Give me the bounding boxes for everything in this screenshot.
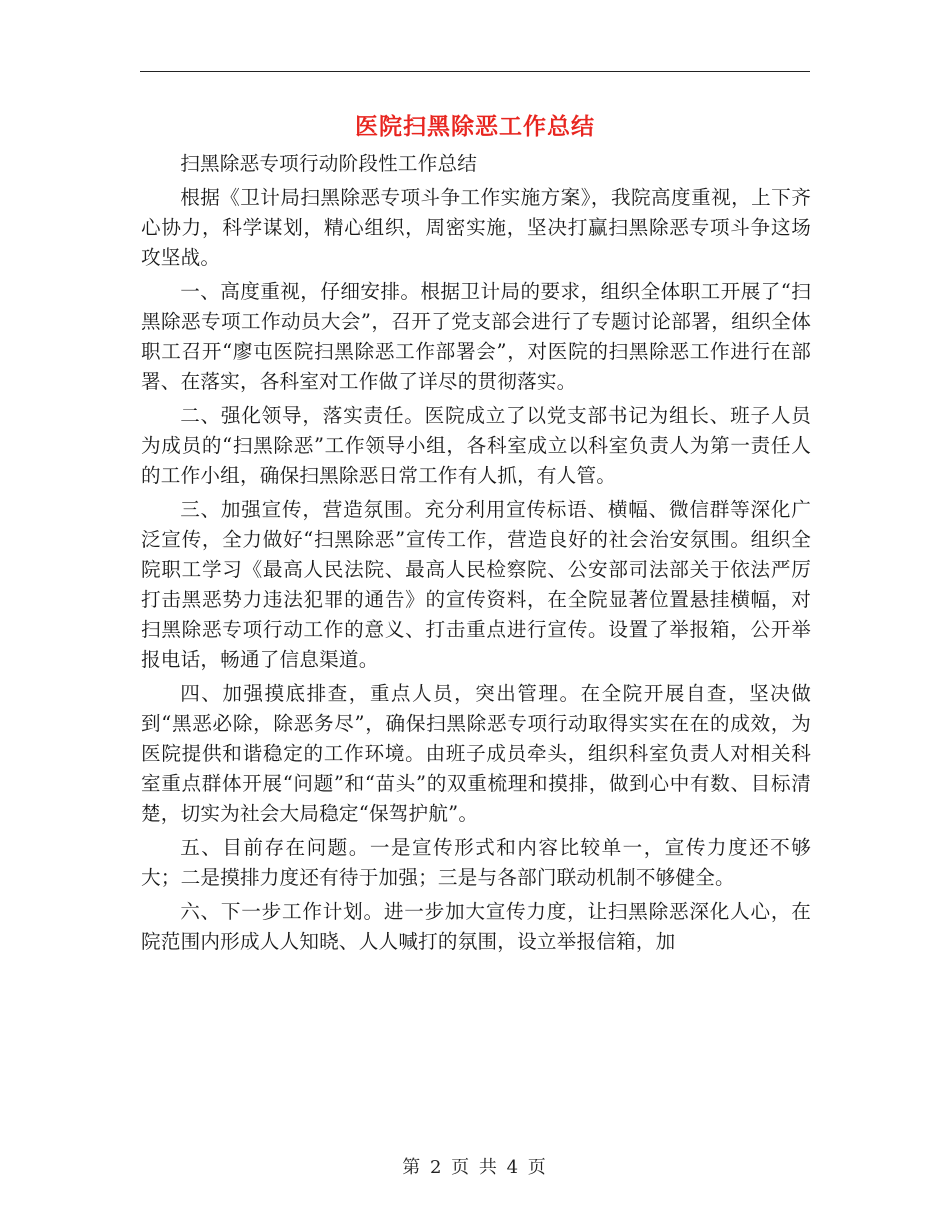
page-number: 第 2 页 共 4 页 — [402, 1157, 548, 1178]
section-1-paragraph: 一、高度重视，仔细安排。根据卫计局的要求，组织全体职工开展了“扫黑除恶专项工作动员大会”，召开了党支部会进行了专题讨论部署，组织全体职工召开“廖屯医院扫黑除恶工作部署会”，对医院的扫黑除恶工作进行在部署、在落实，各科室对工作做了详尽的贯彻落实。 — [141, 280, 811, 393]
section-3-paragraph: 三、加强宣传，营造氛围。充分利用宣传标语、横幅、微信群等深化广泛宣传，全力做好“扫黑除恶”宣传工作，营造良好的社会治安氛围。组织全院职工学习《最高人民法院、最高人民检察院、公安部司法部关于依法严厉打击黑恶势力违法犯罪的通告》的宣传资料，在全院显著位置悬挂横幅，对扫黑除恶专项行动工作的意义、打击重点进行宣传。设置了举报箱，公开举报电话，畅通了信息渠道。 — [141, 498, 811, 671]
section-4-paragraph: 四、加强摸底排查，重点人员，突出管理。在全院开展自查，坚决做到“黑恶必除，除恶务尽”，确保扫黑除恶专项行动取得实实在在的成效，为医院提供和谐稳定的工作环境。由班子成员牵头，组织科室负责人对相关科室重点群体开展“问题”和“苗头”的双重梳理和摸排，做到心中有数、目标清楚，切实为社会大局稳定“保驾护航”。 — [141, 682, 811, 825]
intro-paragraph: 根据《卫计局扫黑除恶专项斗争工作实施方案》，我院高度重视，上下齐心协力，科学谋划，精心组织，周密实施，坚决打赢扫黑除恶专项斗争这场攻坚战。 — [141, 186, 811, 269]
subtitle-paragraph: 扫黑除恶专项行动阶段性工作总结 — [180, 152, 478, 175]
header-rule — [140, 71, 810, 72]
section-6-paragraph: 六、下一步工作计划。进一步加大宣传力度，让扫黑除恶深化人心，在院范围内形成人人知晓、人人喊打的氛围，设立举报信箱，加 — [141, 900, 811, 953]
document-body — [141, 149, 811, 961]
document-title: 医院扫黑除恶工作总结 — [355, 113, 595, 140]
section-2-paragraph: 二、强化领导，落实责任。医院成立了以党支部书记为组长、班子人员为成员的“扫黑除恶”工作领导小组，各科室成立以科室负责人为第一责任人的工作小组，确保扫黑除恶日常工作有人抓，有人管。 — [141, 404, 811, 487]
section-5-paragraph: 五、目前存在问题。一是宣传形式和内容比较单一，宣传力度还不够大；二是摸排力度还有待于加强；三是与各部门联动机制不够健全。 — [141, 836, 811, 889]
